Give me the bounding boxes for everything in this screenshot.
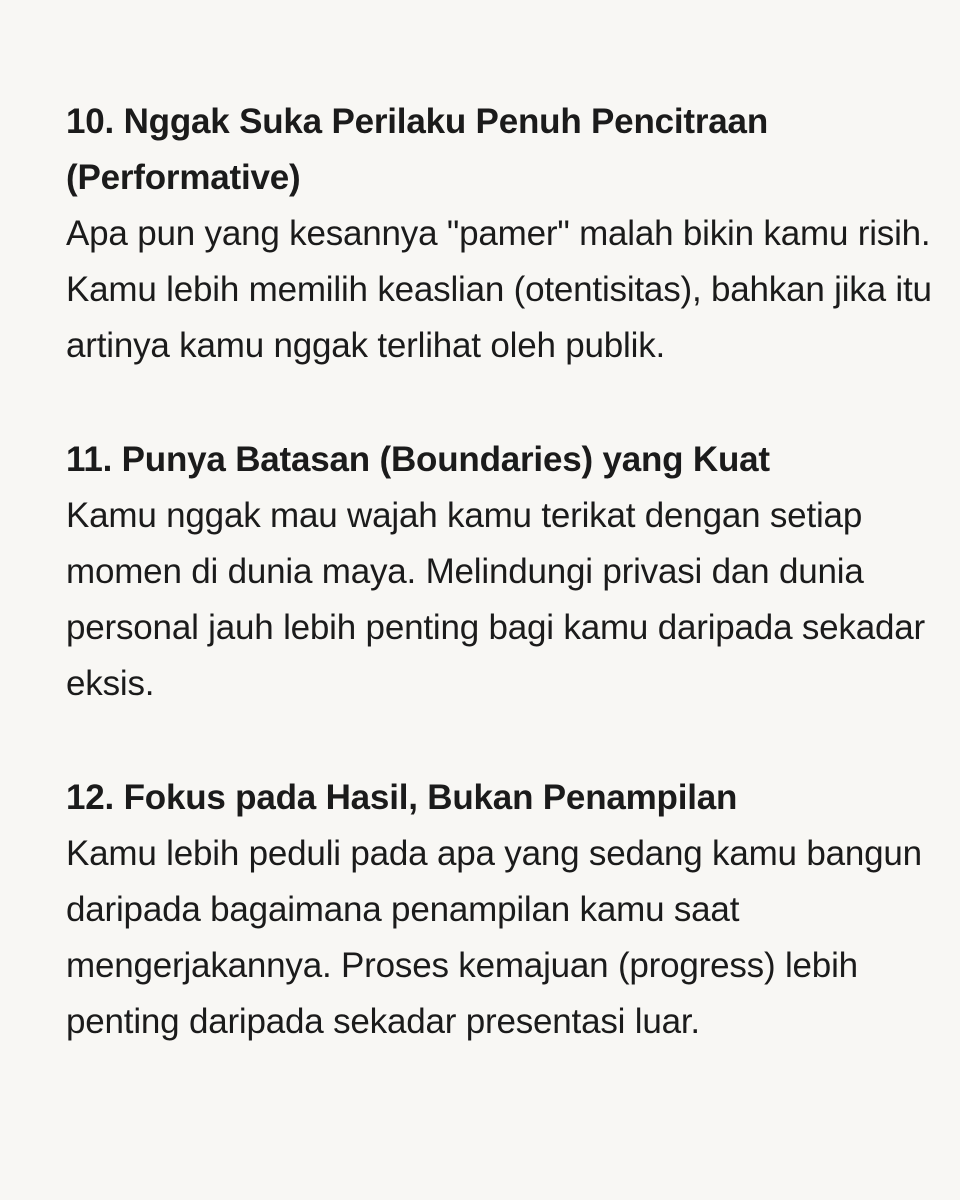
point-12-heading: 12. Fokus pada Hasil, Bukan Penampilan [66,778,738,817]
point-12-description: Kamu lebih peduli pada apa yang sedang kamu bangun daripada bagaimana penampilan kamu saat mengerjakannya. Proses kemajuan (progress) lebih penting daripada sekadar presentasi luar. [66,834,922,1041]
point-12-section [66,770,936,1050]
point-10-section [66,94,936,374]
point-10-description: Apa pun yang kesannya "pamer" malah bikin kamu risih. Kamu lebih memilih keaslian (otentisitas), bahkan jika itu artinya kamu nggak terlihat oleh publik. [66,214,932,365]
point-10-heading: 10. Nggak Suka Perilaku Penuh Pencitraan (Performative) [66,102,768,197]
point-11-section [66,432,936,712]
point-11-heading: 11. Punya Batasan (Boundaries) yang Kuat [66,440,770,479]
point-11-description: Kamu nggak mau wajah kamu terikat dengan setiap momen di dunia maya. Melindungi privasi dan dunia personal jauh lebih penting bagi kamu daripada sekadar eksis. [66,496,925,703]
article-content [66,94,936,1050]
